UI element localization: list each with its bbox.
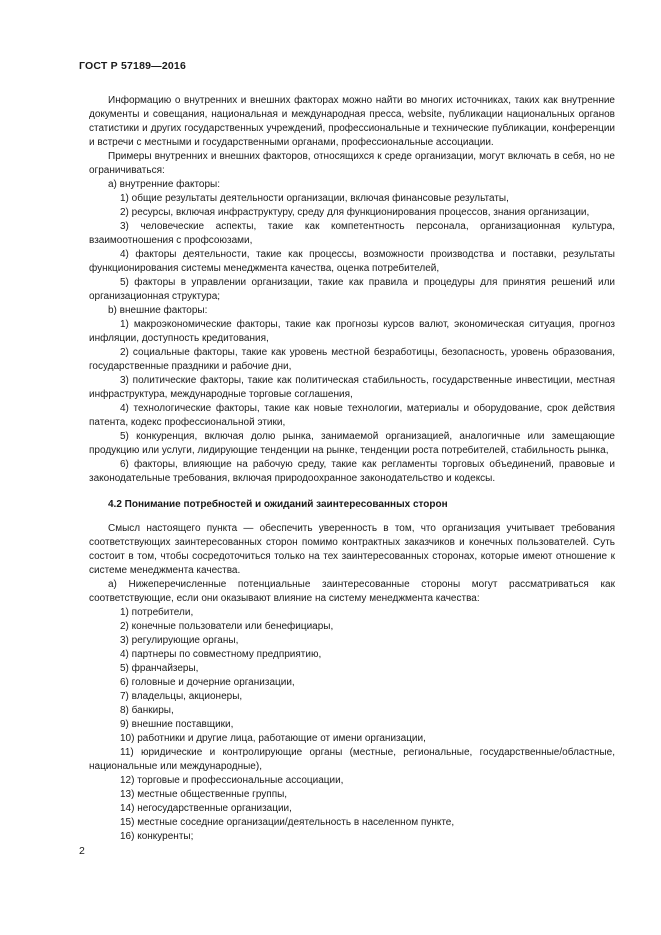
- external-factors-heading: b) внешние факторы:: [108, 305, 208, 316]
- list-item: 10) работники и другие лица, работающие от имени организации,: [120, 733, 426, 744]
- list-item: 1) макроэкономические факторы, такие как прогнозы курсов валют, экономическая ситуация, прогноз инфляции, доступность кредитования,: [89, 319, 615, 344]
- list-item: 5) франчайзеры,: [120, 663, 199, 674]
- list-item: 16) конкуренты;: [120, 831, 194, 842]
- list-item: 11) юридические и контролирующие органы (местные, региональные, государственные/областные, национальные или международные),: [89, 747, 615, 772]
- list-item: 13) местные общественные группы,: [120, 789, 288, 800]
- list-item: 3) человеческие аспекты, такие как компетентность персонала, организационная культура, взаимоотношения с профсоюзами,: [89, 221, 615, 246]
- document-body: [89, 94, 615, 844]
- list-item: 6) головные и дочерние организации,: [120, 677, 295, 688]
- list-item: 4) факторы деятельности, такие как процессы, возможности производства и поставки, результаты функционирования системы менеджмента качества, оценка потребителей,: [89, 249, 615, 274]
- list-item: 12) торговые и профессиональные ассоциации,: [120, 775, 344, 786]
- page-number: 2: [79, 845, 85, 857]
- list-item: 3) регулирующие органы,: [120, 635, 239, 646]
- list-item: 8) банкиры,: [120, 705, 174, 716]
- list-item: 3) политические факторы, такие как политическая стабильность, государственные инвестиции, местная инфраструктура, международные торговые соглашения,: [89, 375, 615, 400]
- section-title: 4.2 Понимание потребностей и ожиданий заинтересованных сторон: [108, 499, 448, 510]
- list-item: 4) технологические факторы, такие как новые технологии, материалы и оборудование, срок действия патента, кодекс профессиональной этики,: [89, 403, 615, 428]
- internal-factors-heading: а) внутренние факторы:: [108, 179, 221, 190]
- list-item: 5) факторы в управлении организации, такие как правила и процедуры для принятия решений или организационная структура;: [89, 277, 615, 302]
- list-item: 6) факторы, влияющие на рабочую среду, такие как регламенты торговых объединений, правовые и законодательные требования, включая природоохранное законодательство и кодексы.: [89, 459, 615, 484]
- paragraph-examples-intro: Примеры внутренних и внешних факторов, относящихся к среде организации, могут включать в себя, но не ограничиваться:: [89, 151, 615, 176]
- list-item: 4) партнеры по совместному предприятию,: [120, 649, 322, 660]
- list-item: 2) ресурсы, включая инфраструктуру, среду для функционирования процессов, знания организации,: [120, 207, 590, 218]
- paragraph-sources: Информацию о внутренних и внешних факторах можно найти во многих источниках, таких как внутренние документы и совещания, национальная и международная пресса, website, публикации национальных органов статистики и других государственных учреждений, профессиональные и технические публикации, конференции и встречи с местными и государственными органами, профессиональные ассоциации.: [89, 95, 615, 148]
- list-item: 7) владельцы, акционеры,: [120, 691, 243, 702]
- list-item: 1) общие результаты деятельности организации, включая финансовые результаты,: [120, 193, 509, 204]
- standard-header: ГОСТ Р 57189—2016: [79, 60, 187, 72]
- list-item: 1) потребители,: [120, 607, 194, 618]
- list-item: 15) местные соседние организации/деятельность в населенном пункте,: [120, 817, 455, 828]
- list-item: 2) конечные пользователи или бенефициары,: [120, 621, 334, 632]
- parties-intro: а) Нижеперечисленные потенциальные заинтересованные стороны могут рассматриваться как соответствующие, если они оказывают влияние на систему менеджмента качества:: [89, 579, 615, 604]
- section-paragraph: Смысл настоящего пункта — обеспечить уверенность в том, что организация учитывает требования соответствующих заинтересованных сторон помимо контрактных заказчиков и конечных пользователей. Суть состоит в том, чтобы сосредоточиться только на тех заинтересованных сторонах, которые имеют отношение к системе менеджмента качества.: [89, 523, 615, 576]
- list-item: 5) конкуренция, включая долю рынка, занимаемой организацией, аналогичные или замещающие продукцию или услуги, лидирующие тенденции на рынке, тенденции роста потребителей, стабильность рынка,: [89, 431, 615, 456]
- list-item: 2) социальные факторы, такие как уровень местной безработицы, безопасность, уровень образования, государственные праздники и рабочие дни,: [89, 347, 615, 372]
- list-item: 14) негосударственные организации,: [120, 803, 292, 814]
- list-item: 9) внешние поставщики,: [120, 719, 234, 730]
